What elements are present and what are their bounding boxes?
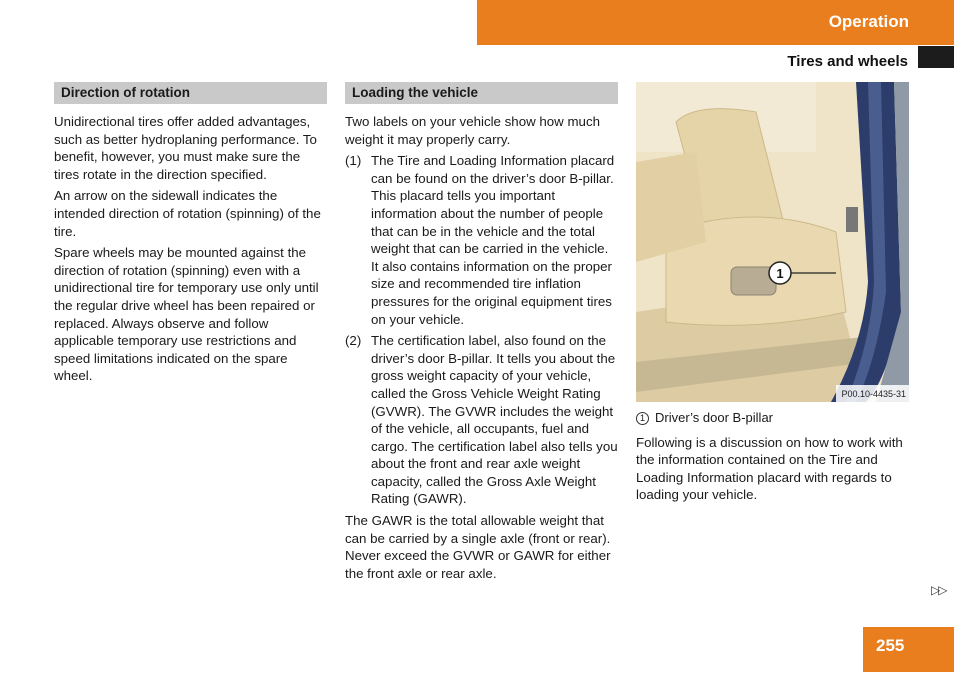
chapter-title: Operation xyxy=(828,12,909,31)
b-pillar-photo xyxy=(636,82,909,402)
list-item-text: The Tire and Loading Information placard can be found on the driver’s door B-pillar. This placard tells you important information about the number of people that can be in the vehicle and the total weight that can be carried in the vehicle. It also contains information on the proper size and recommended tire inflation pressures for the original equipment tires on your vehicle. xyxy=(371,153,615,327)
caption-text: Driver’s door B-pillar xyxy=(655,410,773,425)
paragraph: An arrow on the sidewall indicates the intended direction of rotation (spinning) of the tire. xyxy=(54,188,321,239)
figure-code: P00.10-4435-31 xyxy=(841,389,906,399)
list-item-text: The certification label, also found on the driver’s door B-pillar. It tells you about the gross weight capacity of your vehicle, called the Gross Vehicle Weight Rating (GVWR). The GVWR includes the weight of the vehicle, all occupants, fuel and cargo. The certification label also tells you about the front and rear axle weight capacity, called the Gross Axle Weight Rating (GAWR). xyxy=(371,333,618,507)
callout-number: 1 xyxy=(776,266,784,281)
b-pillar-illustration xyxy=(636,82,909,402)
page-number: 255 xyxy=(876,636,905,655)
heading-loading-vehicle: Loading the vehicle xyxy=(345,82,618,104)
column-loading-vehicle xyxy=(345,82,618,586)
caption-number: 1 xyxy=(636,412,649,425)
section-title: Tires and wheels xyxy=(787,53,908,70)
discussion-paragraph: Following is a discussion on how to work with the information contained on the Tire and Loading Information placard with regards to loading your vehicle. xyxy=(636,434,903,503)
figure-caption xyxy=(636,409,909,427)
paragraph: Spare wheels may be mounted against the direction of rotation (spinning) even with a unidirectional tire for temporary use only until the regular drive wheel has been repaired or replaced. Always observe and follow applicable temporary use restrictions and speed limitations indicated on the spare wheel. xyxy=(54,245,319,384)
list-item-number: (2) xyxy=(345,333,362,349)
followup-paragraph: The GAWR is the total allowable weight that can be carried by a single axle (front or rear). Never exceed the GVWR or GAWR for either the front axle or rear axle. xyxy=(345,513,611,581)
thumb-tab xyxy=(918,46,954,68)
heading-direction-of-rotation: Direction of rotation xyxy=(54,82,327,104)
intro-paragraph: Two labels on your vehicle show how much weight it may properly carry. xyxy=(345,114,600,147)
list-item xyxy=(345,152,618,328)
column-figure xyxy=(636,82,909,508)
list-item xyxy=(345,332,618,508)
list-item-number: (1) xyxy=(345,153,362,169)
continue-arrows-icon: ▷▷ xyxy=(931,583,946,597)
paragraph: Unidirectional tires offer added advantages, such as better hydroplaning performance. To benefit, however, you must make sure the tires rotate in the direction specified. xyxy=(54,114,317,182)
column-direction-of-rotation xyxy=(54,82,327,389)
